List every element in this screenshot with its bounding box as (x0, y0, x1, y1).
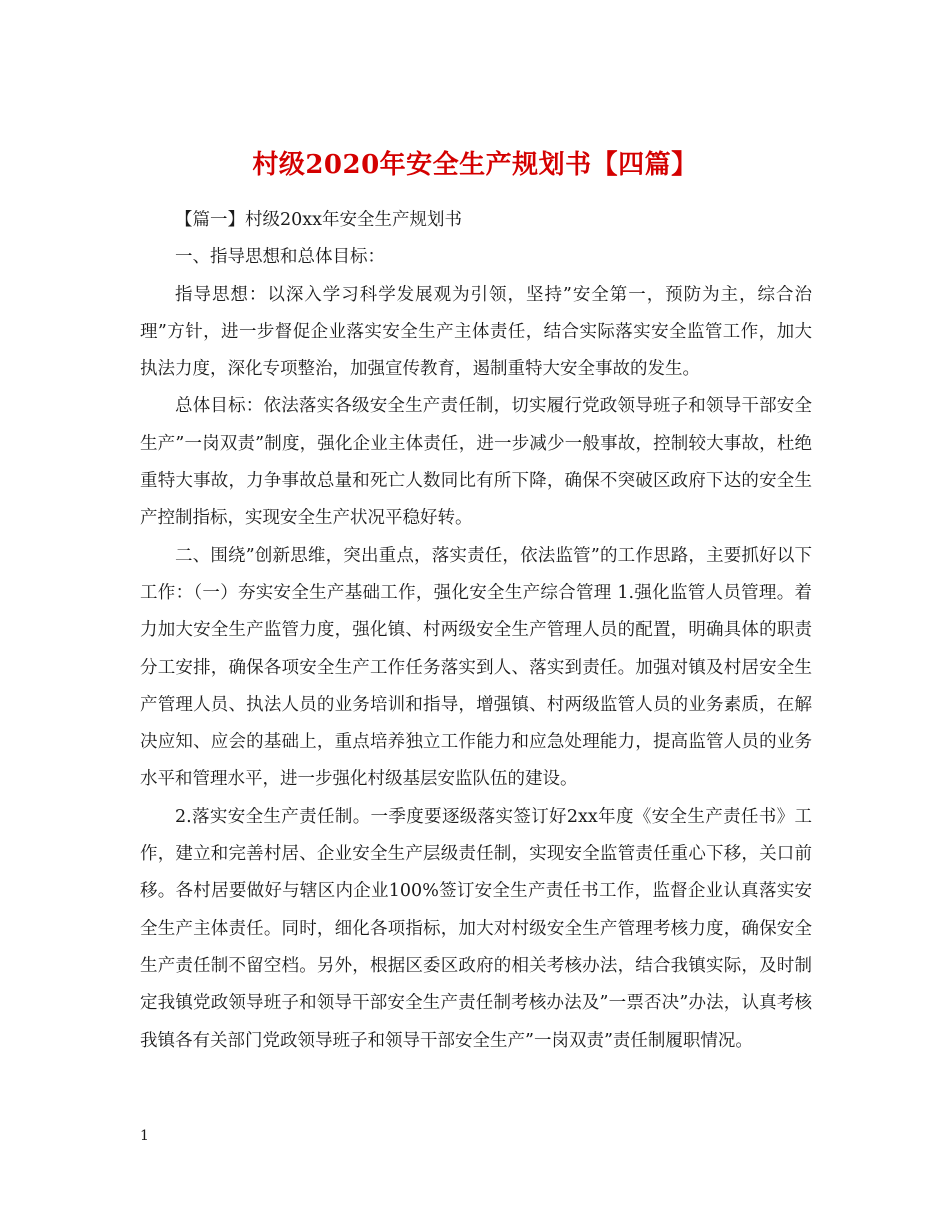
document-body (140, 202, 812, 1060)
paragraph-responsibility-system: 2.落实安全生产责任制。一季度要逐级落实签订好2xx年度《安全生产责任书》工作，建立和完善村居、企业安全生产层级责任制，实现安全监管责任重心下移，关口前移。各村居要做好与辖区内企业100%签订安全生产责任书工作，监督企业认真落实安全生产主体责任。同时，细化各项指标，加大对村级安全生产管理考核力度，确保安全生产责任制不留空档。另外，根据区委区政府的相关考核办法，结合我镇实际，及时制定我镇党政领导班子和领导干部安全生产责任制考核办法及”一票否决”办法，认真考核我镇各有关部门党政领导班子和领导干部安全生产”一岗双责”责任制履职情况。 (140, 806, 812, 1051)
page-number: 1 (140, 1128, 149, 1144)
document-title: 村级2020年安全生产规划书【四篇】 (252, 150, 698, 181)
paragraph-work-focus: 二、围绕”创新思维，突出重点，落实责任，依法监管”的工作思路，主要抓好以下工作：（一）夯实安全生产基础工作，强化安全生产综合管理 1.强化监管人员管理。着力加大安全生产监管力度，强化镇、村两级安全生产管理人员的配置，明确具体的职责分工安排，确保各项安全生产工作任务落实到人、落实到责任。加强对镇及村居安全生产管理人员、执法人员的业务培训和指导，增强镇、村两级监管人员的业务素质，在解决应知、应会的基础上，重点培养独立工作能力和应急处理能力，提高监管人员的业务水平和管理水平，进一步强化村级基层安监队伍的建设。 (140, 545, 812, 790)
paragraph-overall-goal: 总体目标：依法落实各级安全生产责任制，切实履行党政领导班子和领导干部安全生产”一岗双责”制度，强化企业主体责任，进一步减少一般事故，控制较大事故，杜绝重特大事故，力争事故总量和死亡人数同比有所下降，确保不突破区政府下达的安全生产控制指标，实现安全生产状况平稳好转。 (140, 396, 812, 529)
paragraph-guiding-ideology: 指导思想：以深入学习科学发展观为引领，坚持”安全第一，预防为主，综合治理”方针，进一步督促企业落实安全生产主体责任，结合实际落实安全监管工作，加大执法力度，深化专项整治，加强宣传教育，遏制重特大安全事故的发生。 (140, 284, 812, 380)
subsection-heading: 一、指导思想和总体目标： (175, 247, 385, 268)
section-heading: 【篇一】村级20xx年安全生产规划书 (175, 210, 463, 230)
